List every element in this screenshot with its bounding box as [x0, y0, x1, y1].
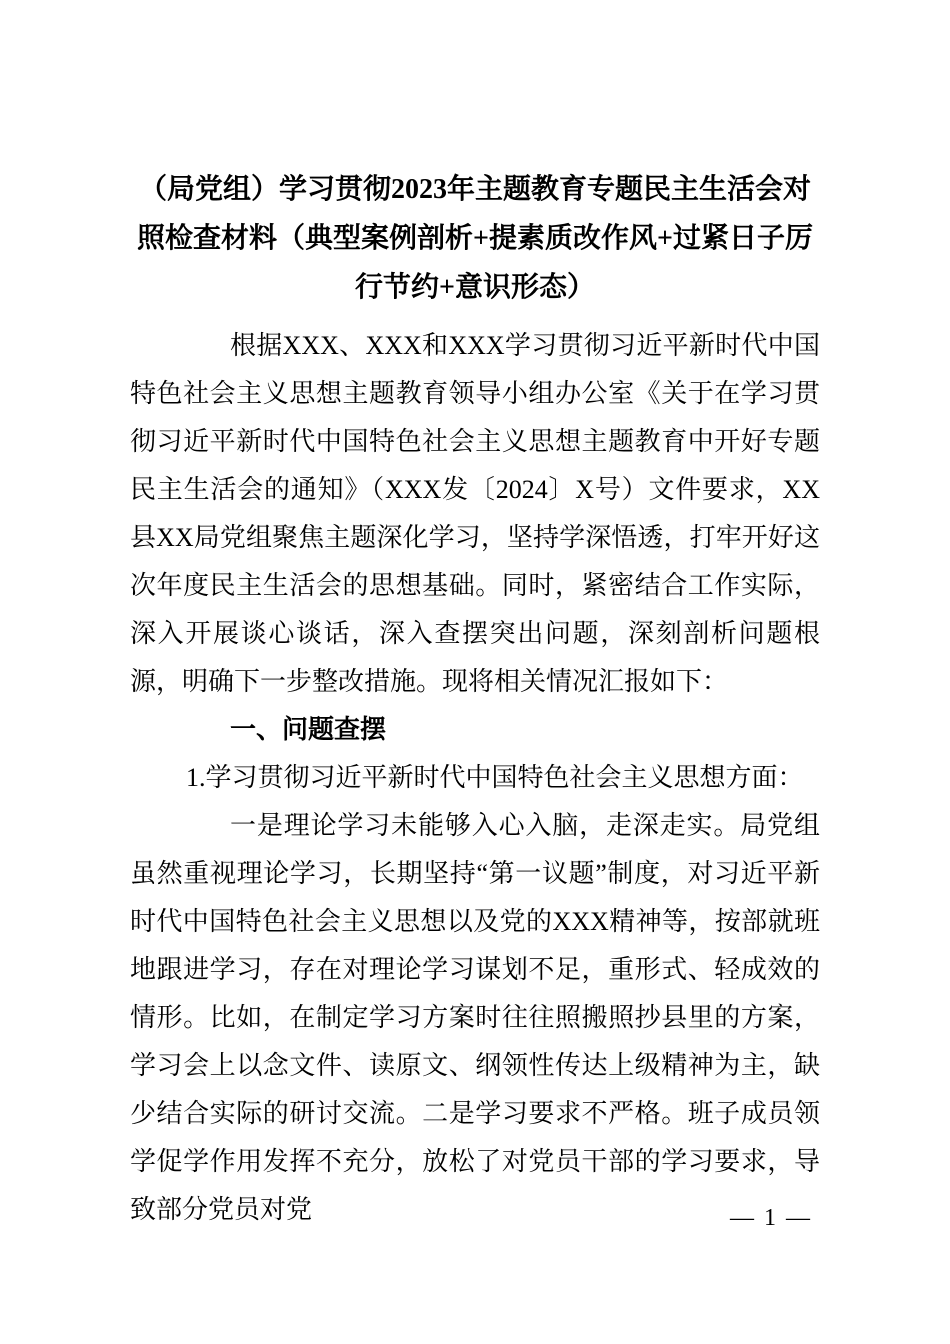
section-heading-problem-review: 一、问题查摆	[230, 715, 387, 744]
document-title: （局党组）学习贯彻2023年主题教育专题民主生活会对照检查材料（典型案例剖析+提素质改作风+过紧日子厉行节约+意识形态）	[137, 174, 813, 303]
paragraph-intro: 根据XXX、XXX和XXX学习贯彻习近平新时代中国特色社会主义思想主题教育领导小组办公室《关于在学习贯彻习近平新时代中国特色社会主义思想主题教育中开好专题民主生活会的通知》（XXX发〔2024〕X号）文件要求，XX县XX局党组聚焦主题深化学习，坚持学深悟透，打牢开好这次年度民主生活会的思想基础。同时，紧密结合工作实际，深入开展谈心谈话，深入查摆突出问题，深刻剖析问题根源，明确下一步整改措施。现将相关情况汇报如下：	[130, 331, 820, 696]
paragraph-topic-line: 1.学习贯彻习近平新时代中国特色社会主义思想方面：	[186, 763, 804, 792]
page-number: — 1 —	[730, 1205, 812, 1231]
paragraph-body: 一是理论学习未能够入心入脑，走深走实。局党组虽然重视理论学习，长期坚持“第一议题”制度，对习近平新时代中国特色社会主义思想以及党的XXX精神等，按部就班地跟进学习，存在对理论学习谋划不足，重形式、轻成效的情形。比如，在制定学习方案时往往照搬照抄县里的方案，学习会上以念文件、读原文、纲领性传达上级精神为主，缺少结合实际的研讨交流。二是学习要求不严格。班子成员领学促学作用发挥不充分，放松了对党员干部的学习要求，导致部分党员对党	[130, 811, 820, 1224]
